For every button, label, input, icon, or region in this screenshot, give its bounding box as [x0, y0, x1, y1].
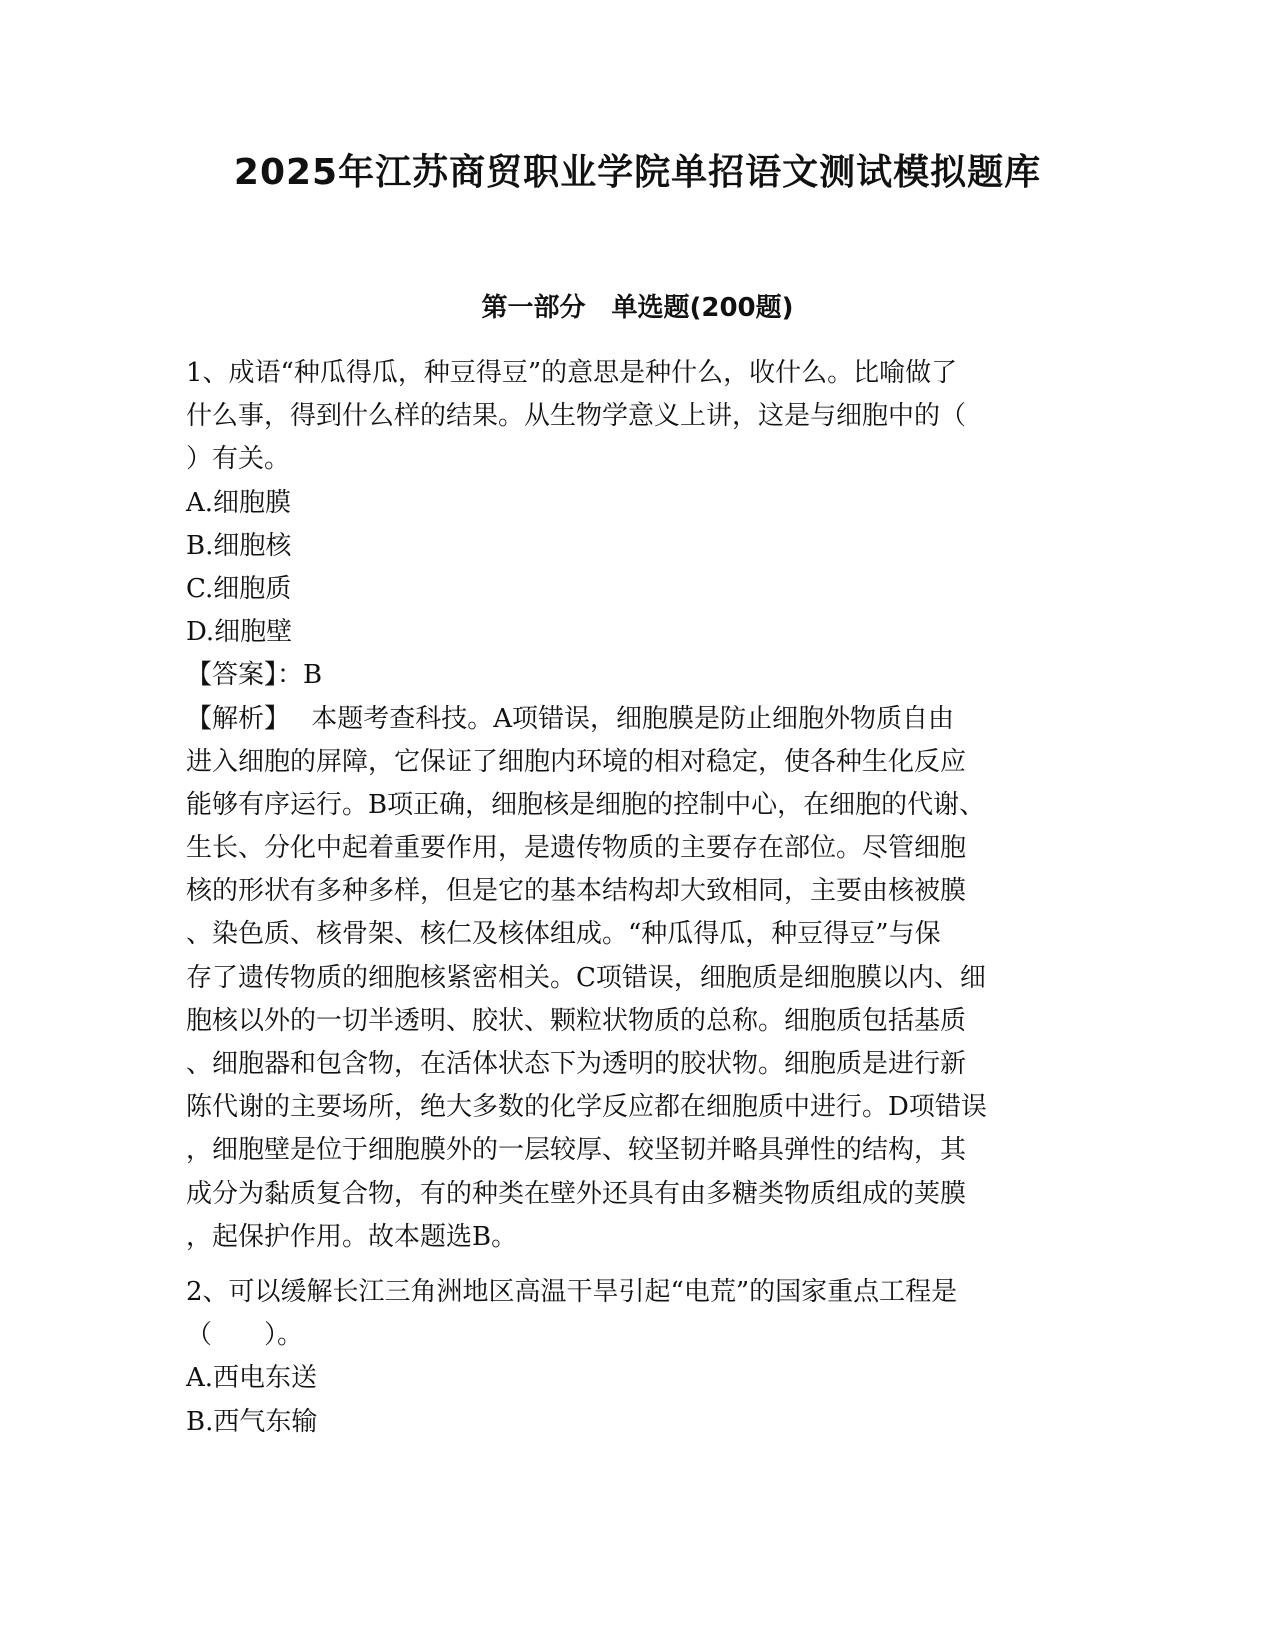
analysis-line: 进入细胞的屏障，它保证了细胞内环境的相对稳定，使各种生化反应: [186, 746, 967, 777]
analysis-line: 成分为黏质复合物，有的种类在壁外还具有由多糖类物质组成的荚膜: [186, 1178, 967, 1209]
question-stem-line: ）有关。: [186, 444, 291, 475]
question-stem-line: 2、可以缓解长江三角洲地区高温干旱引起“电荒”的国家重点工程是: [186, 1276, 958, 1307]
analysis-line: ，起保护作用。故本题选B。: [186, 1221, 518, 1252]
question-stem-line: 什么事，得到什么样的结果。从生物学意义上讲，这是与细胞中的（: [186, 401, 967, 432]
question-list: [186, 352, 1086, 1444]
document-title: 2025年江苏商贸职业学院单招语文测试模拟题库: [233, 152, 1042, 193]
question-stem-line: （ ）。: [186, 1320, 304, 1351]
option-a: A.细胞膜: [186, 487, 292, 518]
option-d: D.细胞壁: [186, 617, 293, 648]
analysis-line: 存了遗传物质的细胞核紧密相关。C项错误，细胞质是细胞膜以内、细: [186, 962, 986, 993]
option-c: C.细胞质: [186, 573, 292, 604]
option-b: B.西气东输: [186, 1406, 318, 1437]
analysis-line: 能够有序运行。B项正确，细胞核是细胞的控制中心，在细胞的代谢、: [186, 789, 986, 820]
analysis-line: 核的形状有多种多样，但是它的基本结构却大致相同，主要由核被膜: [186, 876, 967, 907]
option-a: A.西电东送: [186, 1363, 318, 1394]
analysis-line: 、细胞器和包含物，在活体状态下为透明的胶状物。细胞质是进行新: [186, 1049, 967, 1079]
question-spacer: [186, 1259, 1086, 1271]
analysis-line: ，细胞壁是位于细胞膜外的一层较厚、较坚韧并略具弹性的结构，其: [186, 1135, 967, 1166]
question-stem-line: 1、成语“种瓜得瓜，种豆得豆”的意思是种什么，收什么。比喻做了: [186, 358, 958, 388]
analysis-line: 生长、分化中起着重要作用，是遗传物质的主要存在部位。尽管细胞: [186, 833, 967, 864]
answer-line: 【答案】：B: [186, 660, 323, 691]
analysis-line: 胞核以外的一切半透明、胶状、颗粒状物质的总称。细胞质包括基质: [186, 1005, 967, 1036]
question-1: [186, 352, 1086, 1259]
analysis-line: 【解析】 本题考查科技。A项错误，细胞膜是防止细胞外物质自由: [186, 703, 955, 734]
question-2: [186, 1271, 1086, 1444]
section-title: 第一部分 单选题(200题): [481, 293, 794, 323]
analysis-line: 陈代谢的主要场所，绝大多数的化学反应都在细胞质中进行。D项错误: [186, 1092, 987, 1123]
option-b: B.细胞核: [186, 530, 292, 561]
analysis-line: 、染色质、核骨架、核仁及核体组成。“种瓜得瓜，种豆得豆”与保: [186, 919, 941, 950]
